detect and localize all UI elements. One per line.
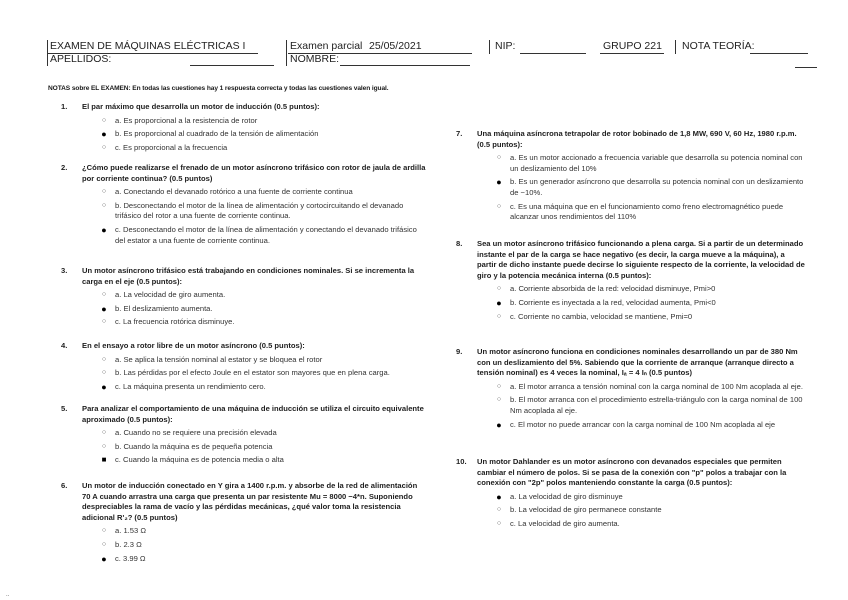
option-a[interactable] (99, 116, 426, 127)
option-text: a. 1.53 Ω (115, 526, 147, 536)
option-a[interactable] (99, 187, 426, 198)
option-text: c. Es una máquina que en el funcionamiento como freno electromagnético puede alcanzar unos rendimientos del 110% (510, 201, 784, 222)
option-text: b. El deslizamiento aumenta. (115, 303, 213, 313)
radio-circle-icon[interactable]: ○ (496, 312, 502, 320)
option-c[interactable] (99, 143, 426, 154)
nip-border (489, 40, 490, 54)
question-9 (456, 347, 806, 430)
option-text: c. 3.99 Ω (115, 553, 146, 563)
grade-field-line[interactable] (750, 53, 808, 54)
option-text: c. Cuando la máquina es de potencia media o alta (115, 455, 284, 465)
radio-circle-icon[interactable]: ○ (496, 202, 502, 210)
option-b[interactable] (99, 201, 426, 222)
option-c[interactable] (99, 455, 426, 466)
option-text: b. El motor arranca con el procedimiento estrella-triángulo con la carga nominal de 100 Nm acoplada al eje. (510, 395, 803, 415)
option-c[interactable] (99, 382, 426, 393)
question-number: 1. (61, 102, 68, 111)
radio-circle-icon[interactable]: ○ (101, 355, 107, 363)
question-number: 9. (456, 347, 463, 356)
radio-circle-icon[interactable]: ○ (101, 369, 107, 377)
radio-circle-icon[interactable]: ○ (101, 540, 107, 548)
option-c[interactable] (99, 317, 426, 328)
radio-circle-icon[interactable]: ○ (496, 396, 502, 404)
option-a[interactable] (494, 382, 806, 393)
option-text: a. Es proporcional a la resistencia de rotor (115, 115, 258, 125)
option-a[interactable] (99, 428, 426, 439)
radio-selected-icon[interactable]: ● (101, 381, 107, 392)
radio-circle-icon[interactable]: ○ (496, 506, 502, 514)
radio-selected-icon[interactable]: ● (101, 129, 107, 140)
option-text: a. La velocidad de giro disminuye (510, 491, 623, 501)
corner-line (795, 67, 817, 68)
question-5 (61, 404, 426, 466)
header-mid-border (286, 40, 287, 66)
question-text: Un motor asíncrono funciona en condiciones nominales desarrollando un par de 380 Nm con un deslizamiento del 5%. Sabiendo que la corriente de arranque (arranque directo a tensión nominal) es 4 veces la nominal, Iₐ = 4 Iₙ (0.5 puntos) (477, 347, 798, 378)
option-a[interactable] (99, 526, 426, 537)
radio-circle-icon[interactable]: ○ (101, 188, 107, 196)
radio-circle-icon[interactable]: ○ (496, 154, 502, 162)
option-c[interactable] (494, 202, 806, 223)
option-text: b. Es proporcional al cuadrado de la tensión de alimentación (115, 129, 319, 139)
id-field-line[interactable] (520, 53, 586, 54)
grade-border (675, 40, 676, 54)
question-6 (61, 481, 426, 564)
radio-selected-icon[interactable]: ● (496, 177, 502, 188)
option-text: c. La velocidad de giro aumenta. (510, 518, 620, 528)
option-text: c. La máquina presenta un rendimiento cero. (115, 381, 266, 391)
option-b[interactable] (99, 442, 426, 453)
id-label: NIP: (495, 40, 516, 52)
option-text: a. Cuando no se requiere una precisión elevada (115, 428, 277, 438)
question-text: Una máquina asíncrona tetrapolar de rotor bobinado de 1,8 MW, 690 V, 60 Hz, 1980 r.p.m. (0.5 puntos): (477, 129, 797, 149)
surname-field-line[interactable] (190, 65, 274, 66)
question-4 (61, 341, 426, 392)
radio-circle-icon[interactable]: ○ (101, 442, 107, 450)
option-b[interactable] (99, 304, 426, 315)
option-a[interactable] (494, 153, 806, 174)
option-text: c. El motor no puede arrancar con la carga nominal de 100 Nm acoplada al eje (510, 419, 776, 429)
question-text: Para analizar el comportamiento de una máquina de inducción se utiliza el circuito equivalente aproximado (0.5 puntos): (82, 404, 424, 424)
question-text: El par máximo que desarrolla un motor de inducción (0.5 puntos): (82, 102, 320, 111)
option-text: a. Corriente absorbida de la red: velocidad disminuye, Pmi>0 (510, 284, 716, 294)
question-text: ¿Cómo puede realizarse el frenado de un motor asíncrono trifásico con rotor de jaula de ardilla por corriente continua? (0.5 puntos) (82, 163, 426, 183)
exam-title: EXAMEN DE MÁQUINAS ELÉCTRICAS I (50, 40, 246, 52)
radio-circle-icon[interactable]: ○ (101, 116, 107, 124)
grade-label: NOTA TEORÍA: (682, 40, 755, 52)
option-text: c. La frecuencia rotórica disminuye. (115, 317, 235, 327)
group-underline (600, 53, 664, 54)
option-text: c. Es proporcional a la frecuencia (115, 142, 228, 152)
surname-label: APELLIDOS: (50, 53, 112, 65)
question-number: 6. (61, 481, 68, 490)
question-text: Un motor asíncrono trifásico está trabajando en condiciones nominales. Si se incrementa la carga en el eje (0.5 puntos): (82, 266, 415, 286)
radio-circle-icon[interactable]: ○ (101, 429, 107, 437)
question-10 (456, 457, 806, 530)
exam-date: 25/05/2021 (369, 40, 422, 52)
question-number: 8. (456, 239, 463, 248)
option-text: b. 2.3 Ω (115, 539, 142, 549)
option-text: b. Cuando la máquina es de pequeña potencia (115, 441, 273, 451)
question-7 (456, 129, 806, 223)
option-c[interactable] (494, 312, 806, 323)
question-text: Un motor Dahlander es un motor asíncrono con devanados especiales que permiten cambiar el número de polos. Si se pasa de la conexión con "p" polos a trabajar con la conexión con "2p" polos manteniendo constante la carga (0.5 puntos): (477, 457, 787, 488)
radio-circle-icon[interactable]: ○ (101, 318, 107, 326)
option-text: b. Corriente es inyectada a la red, velocidad aumenta, Pmi<0 (510, 297, 716, 307)
option-b[interactable] (99, 540, 426, 551)
radio-selected-icon[interactable]: ● (496, 297, 502, 308)
option-c[interactable] (99, 225, 426, 246)
radio-circle-icon[interactable]: ○ (101, 291, 107, 299)
option-b[interactable] (494, 298, 806, 309)
question-text: Un motor de inducción conectado en Y gira a 1400 r.p.m. y absorbe de la red de alimentación 70 A cuando arrastra una carga que presenta un par resistente Mu = 8000 −4*n. Suponiendo despreciables la rama de vacío y las pérdidas mecánicas, ¿qué valor toma la resistencia adicional R'₂? (0.5 puntos) (82, 481, 418, 522)
question-number: 5. (61, 404, 68, 413)
option-text: b. Las pérdidas por el efecto Joule en el estator son mayores que en plena carga. (115, 368, 390, 378)
option-text: a. Es un motor accionado a frecuencia variable que desarrolla su potencia nominal con un deslizamiento del 10% (510, 153, 803, 173)
radio-circle-icon[interactable]: ○ (101, 143, 107, 151)
option-b[interactable] (99, 129, 426, 140)
square-mark-icon[interactable]: ■ (101, 455, 107, 465)
option-text: c. Corriente no cambia, velocidad se mantiene, Pmi=0 (510, 311, 693, 321)
option-b[interactable] (494, 505, 806, 516)
radio-selected-icon[interactable]: ● (101, 553, 107, 564)
question-number: 3. (61, 266, 68, 275)
question-2 (61, 163, 426, 246)
option-a[interactable] (99, 355, 426, 366)
question-text: En el ensayo a rotor libre de un motor asíncrono (0.5 puntos): (82, 341, 305, 350)
option-b[interactable] (494, 395, 806, 416)
corner-mark: .. (6, 592, 10, 598)
option-a[interactable] (99, 290, 426, 301)
option-text: c. Desconectando el motor de la línea de alimentación y conectando el devanado trifásico del estator a una fuente de corriente continua. (115, 224, 417, 245)
option-text: b. Es un generador asíncrono que desarrolla su potencia nominal con un deslizamiento de −10%. (510, 177, 804, 197)
question-1 (61, 102, 426, 153)
radio-selected-icon[interactable]: ● (496, 491, 502, 502)
option-b[interactable] (99, 368, 426, 379)
name-label: NOMBRE: (290, 53, 340, 65)
option-c[interactable] (99, 554, 426, 565)
question-8 (456, 239, 806, 322)
radio-circle-icon[interactable]: ○ (496, 519, 502, 527)
radio-circle-icon[interactable]: ○ (101, 201, 107, 209)
question-number: 4. (61, 341, 68, 350)
question-text: Sea un motor asíncrono trifásico funcionando a plena carga. Si a partir de un determinado instante el par de la carga se hace negativo (es decir, la carga mueve a la máquina), a partir de dicho instante puede decirse lo siguiente respecto de la corriente, la velocidad de giro y la potencia mecánica interna (0.5 puntos): (477, 239, 805, 280)
question-number: 10. (456, 457, 467, 466)
exam-type: Examen parcial (290, 40, 363, 52)
radio-selected-icon[interactable]: ● (496, 419, 502, 430)
question-3 (61, 266, 426, 328)
option-a[interactable] (494, 492, 806, 503)
option-text: a. El motor arranca a tensión nominal con la carga nominal de 100 Nm acoplada al eje. (510, 381, 803, 391)
exam-notes: NOTAS sobre EL EXAMEN: En todas las cuestiones hay 1 respuesta correcta y todas las cuestiones valen igual. (48, 85, 389, 92)
question-number: 2. (61, 163, 68, 172)
group-label: GRUPO 221 (603, 40, 662, 52)
question-number: 7. (456, 129, 463, 138)
radio-selected-icon[interactable]: ● (101, 224, 107, 235)
radio-circle-icon[interactable]: ○ (101, 527, 107, 535)
option-text: b. Desconectando el motor de la línea de alimentación y cortocircuitando el devanado trifásico del rotor a una fuente de corriente continua. (115, 200, 404, 221)
option-text: a. La velocidad de giro aumenta. (115, 290, 226, 300)
option-b[interactable] (494, 177, 806, 198)
radio-circle-icon[interactable]: ○ (496, 382, 502, 390)
option-text: a. Conectando el devanado rotórico a una fuente de corriente continua (115, 187, 353, 197)
option-text: b. La velocidad de giro permanece constante (510, 505, 662, 515)
name-field-line[interactable] (340, 65, 470, 66)
option-c[interactable] (494, 420, 806, 431)
radio-circle-icon[interactable]: ○ (496, 285, 502, 293)
option-text: a. Se aplica la tensión nominal al estator y se bloquea el rotor (115, 354, 323, 364)
option-c[interactable] (494, 519, 806, 530)
radio-selected-icon[interactable]: ● (101, 303, 107, 314)
option-a[interactable] (494, 284, 806, 295)
